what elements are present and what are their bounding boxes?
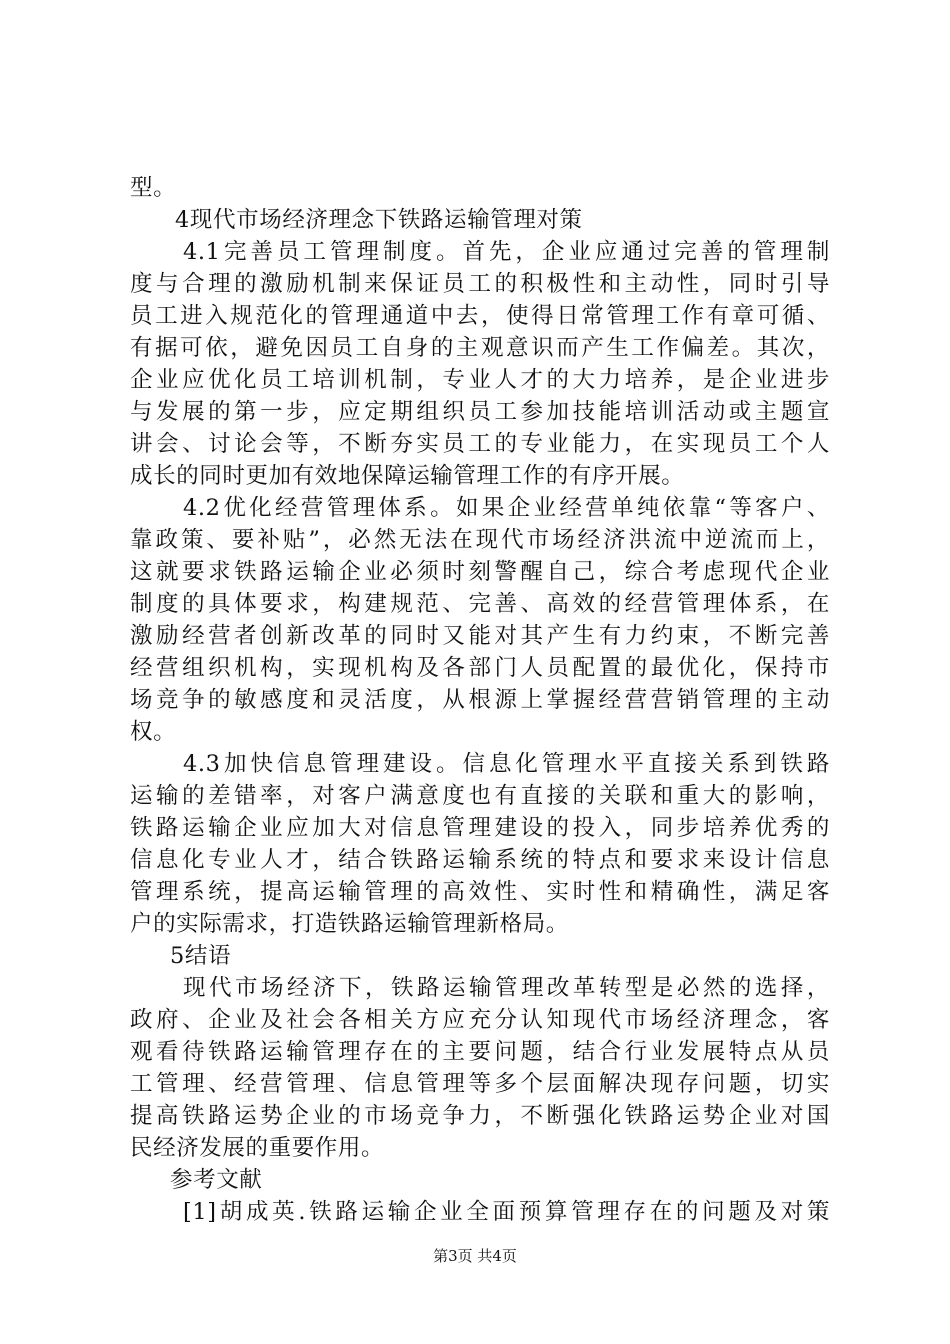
text-line: 型。	[130, 175, 177, 201]
text-line: 观看待铁路运输管理存在的主要问题，结合行业发展特点从员	[130, 1039, 830, 1065]
text-line: 企业应优化员工培训机制，专业人才的大力培养，是企业进步	[130, 367, 830, 393]
section-heading: 5结语	[170, 943, 232, 969]
text-line: 民经济发展的重要作用。	[130, 1135, 385, 1161]
text-line: 工管理、经营管理、信息管理等多个层面解决现存问题，切实	[130, 1071, 830, 1097]
text-line: 成长的同时更加有效地保障运输管理工作的有序开展。	[130, 463, 685, 489]
text-line: 员工进入规范化的管理通道中去，使得日常管理工作有章可循、	[130, 303, 830, 329]
page-number-footer: 第3页 共4页	[433, 1247, 517, 1265]
text-line: 制度的具体要求，构建规范、完善、高效的经营管理体系，在	[130, 591, 830, 617]
text-line: 政府、企业及社会各相关方应充分认知现代市场经济理念，客	[130, 1007, 830, 1033]
text-line: 铁路运输企业应加大对信息管理建设的投入，同步培养优秀的	[130, 815, 830, 841]
text-line: 管理系统，提高运输管理的高效性、实时性和精确性，满足客	[130, 879, 830, 905]
text-line: 经营组织机构，实现机构及各部门人员配置的最优化，保持市	[130, 655, 830, 681]
subsection-heading: 4.1完善员工管理制度。首先，企业应通过完善的管理制	[183, 239, 830, 265]
reference-item: [1]胡成英.铁路运输企业全面预算管理存在的问题及对策	[183, 1199, 830, 1225]
text-line: 这就要求铁路运输企业必须时刻警醒自己，综合考虑现代企业	[130, 559, 830, 585]
text-line: 场竞争的敏感度和灵活度，从根源上掌握经营营销管理的主动	[130, 687, 830, 713]
text-line: 有据可依，避免因员工自身的主观意识而产生工作偏差。其次，	[130, 335, 830, 361]
text-line: 户的实际需求，打造铁路运输管理新格局。	[130, 911, 569, 937]
text-line: 靠政策、要补贴”，必然无法在现代市场经济洪流中逆流而上，	[130, 527, 830, 553]
document-body	[130, 172, 830, 1228]
section-heading: 4现代市场经济理念下铁路运输管理对策	[175, 207, 583, 233]
text-line: 与发展的第一步，应定期组织员工参加技能培训活动或主题宣	[130, 399, 830, 425]
text-line: 运输的差错率，对客户满意度也有直接的关联和重大的影响，	[130, 783, 830, 809]
subsection-heading: 4.2优化经营管理体系。如果企业经营单纯依靠“等客户、	[183, 495, 830, 521]
text-line: 权。	[130, 719, 177, 745]
references-heading: 参考文献	[170, 1167, 263, 1193]
subsection-heading: 4.3加快信息管理建设。信息化管理水平直接关系到铁路	[183, 751, 830, 777]
text-line: 信息化专业人才，结合铁路运输系统的特点和要求来设计信息	[130, 847, 830, 873]
text-line: 激励经营者创新改革的同时又能对其产生有力约束，不断完善	[130, 623, 830, 649]
text-line: 提高铁路运势企业的市场竞争力，不断强化铁路运势企业对国	[130, 1103, 830, 1129]
text-line: 现代市场经济下，铁路运输管理改革转型是必然的选择，	[183, 975, 830, 1001]
text-line: 讲会、讨论会等，不断夯实员工的专业能力，在实现员工个人	[130, 431, 830, 457]
text-line: 度与合理的激励机制来保证员工的积极性和主动性，同时引导	[130, 271, 830, 297]
